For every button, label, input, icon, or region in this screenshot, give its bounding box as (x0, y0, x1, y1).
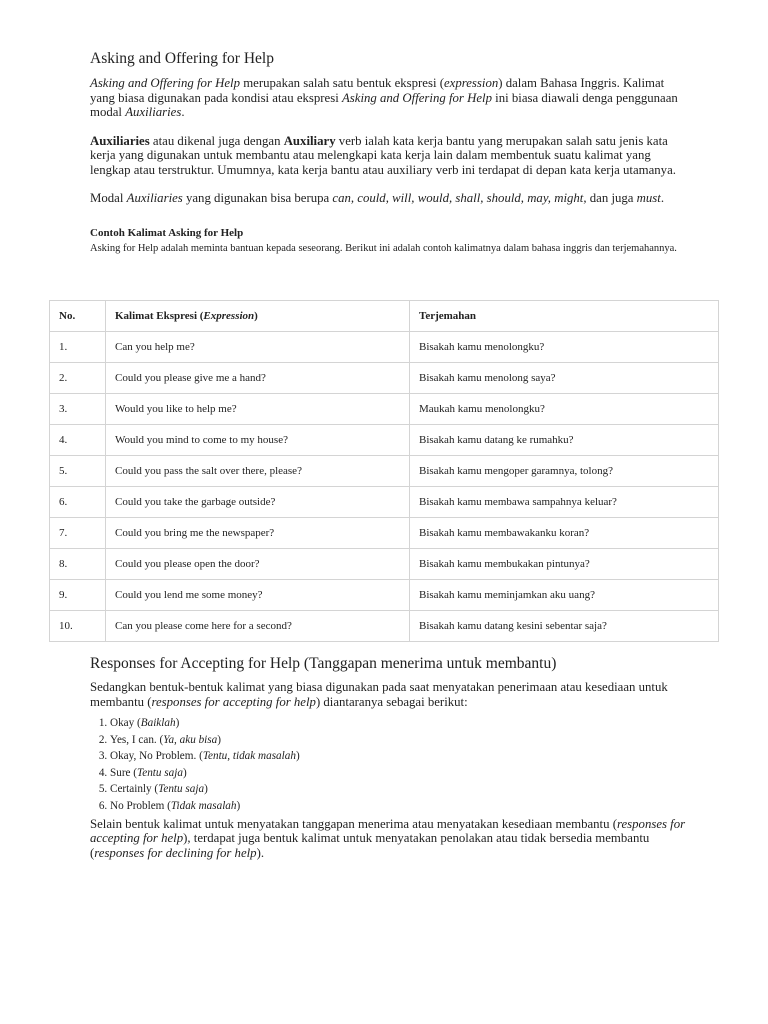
cell-translation: Bisakah kamu datang kesini sebentar saja? (410, 611, 719, 642)
item-text: Okay, No Problem. ( (110, 750, 203, 763)
cell-expression: Could you bring me the newspaper? (106, 518, 410, 549)
cell-no: 10. (50, 611, 106, 642)
examples-table (49, 300, 719, 642)
cell-no: 6. (50, 487, 106, 518)
modal-text-1: Modal (90, 191, 127, 205)
item-close: ) (182, 766, 187, 779)
item-italic: Baiklah (140, 717, 176, 729)
table-row (50, 425, 719, 456)
item-text: Sure ( (110, 766, 138, 779)
cell-expression: Could you lend me some money? (106, 580, 410, 611)
item-text: Certainly ( (110, 783, 159, 796)
cell-translation: Bisakah kamu meminjamkan aku uang? (410, 580, 719, 611)
item-text: Okay ( (110, 717, 141, 729)
cell-expression: Could you please open the door? (106, 549, 410, 580)
list-item (110, 798, 690, 815)
item-italic: Tentu saja (158, 783, 205, 796)
s2-text-2: ) diantaranya sebagai berikut: (315, 694, 468, 709)
table-row (50, 611, 719, 642)
s2-italic-1: responses for accepting for help (151, 694, 316, 709)
item-close: ) (295, 750, 300, 763)
modal-paragraph (90, 191, 690, 206)
closing-text-3: ). (256, 845, 265, 860)
auxiliaries-paragraph (90, 134, 690, 178)
intro-paragraph (90, 76, 690, 120)
cell-translation: Bisakah kamu mengoper garamnya, tolong? (410, 456, 719, 487)
aux-text-1: atau dikenal juga dengan (149, 133, 284, 148)
document-page (90, 48, 690, 261)
aux-bold-2: Auxiliary (283, 133, 336, 148)
item-italic: Tidak masalah (170, 799, 237, 812)
closing-paragraph (90, 817, 690, 861)
cell-no: 9. (50, 580, 106, 611)
table-row (50, 363, 719, 394)
intro-italic-3: expression (443, 76, 499, 90)
header-exp-post: ) (254, 310, 258, 322)
example-description: Asking for Help adalah meminta bantuan kepada seseorang. Berikut ini adalah contoh kalimatnya dalam bahasa inggris dan terjemahannya. (90, 242, 677, 254)
cell-no: 2. (50, 363, 106, 394)
closing-italic-2: responses for declining for help (94, 845, 257, 860)
cell-no: 8. (50, 549, 106, 580)
table-row (50, 332, 719, 363)
intro-italic-5: Asking and Offering for Help (341, 90, 492, 105)
intro-text-6: ini biasa diawali denga penggunaan modal (90, 90, 678, 119)
item-close: ) (236, 799, 241, 812)
intro-italic-1: Asking and Offering for Help (90, 76, 240, 90)
page-title: Asking and Offering for Help (90, 50, 274, 67)
item-italic: Tentu saja (137, 766, 183, 779)
item-close: ) (204, 783, 208, 796)
cell-expression: Could you take the garbage outside? (106, 487, 410, 518)
item-italic: Tentu, tidak masalah (202, 750, 296, 763)
table-row (50, 487, 719, 518)
cell-expression: Could you please give me a hand? (106, 363, 410, 394)
modal-text-4: . (660, 191, 665, 205)
table-row (50, 549, 719, 580)
list-item (110, 748, 690, 765)
modal-text-3: dan juga (586, 191, 637, 205)
modal-italic-3: must (636, 191, 661, 205)
header-exp-italic: Expression (203, 310, 255, 322)
cell-no: 1. (50, 332, 106, 363)
s2-text-1: Sedangkan bentuk-bentuk kalimat yang biasa digunakan pada saat menyatakan penerimaan atau kesediaan untuk membantu ( (90, 680, 668, 709)
example-heading: Contoh Kalimat Asking for Help (90, 226, 244, 239)
intro-text-8: . (181, 105, 185, 119)
intro-text-2: merupakan salah satu bentuk ekspresi ( (240, 76, 444, 90)
table-header-row (50, 301, 719, 332)
closing-text-2: ), terdapat juga bentuk kalimat untuk menyatakan penolakan atau tidak bersedia membantu ( (90, 831, 650, 860)
modal-italic-1: Auxiliaries (126, 191, 183, 205)
header-expression (106, 301, 410, 332)
item-text: No Problem ( (110, 799, 171, 812)
cell-translation: Bisakah kamu membawakanku koran? (410, 518, 719, 549)
cell-expression: Could you pass the salt over there, please? (106, 456, 410, 487)
cell-no: 3. (50, 394, 106, 425)
table-row (50, 456, 719, 487)
table-row (50, 580, 719, 611)
header-no: No. (50, 301, 106, 332)
cell-expression: Would you mind to come to my house? (106, 425, 410, 456)
cell-no: 4. (50, 425, 106, 456)
item-close: ) (175, 717, 180, 729)
header-translation: Terjemahan (410, 301, 719, 332)
section2-body (90, 680, 690, 860)
table-row (50, 394, 719, 425)
section2-paragraph (90, 680, 690, 709)
cell-translation: Bisakah kamu menolongku? (410, 332, 719, 363)
list-item (110, 781, 690, 798)
cell-no: 5. (50, 456, 106, 487)
cell-expression: Can you please come here for a second? (106, 611, 410, 642)
cell-translation: Bisakah kamu membawa sampahnya keluar? (410, 487, 719, 518)
intro-text-4: ) dalam Bahasa Inggris. Kalimat yang biasa digunakan pada kondisi atau ekspresi (90, 76, 665, 105)
cell-translation: Bisakah kamu datang ke rumahku? (410, 425, 719, 456)
cell-no: 7. (50, 518, 106, 549)
table-row (50, 518, 719, 549)
cell-expression: Would you like to help me? (106, 394, 410, 425)
closing-italic-1: responses for accepting for help (90, 816, 686, 846)
list-item (110, 765, 690, 782)
cell-translation: Bisakah kamu membukakan pintunya? (410, 549, 719, 580)
cell-translation: Maukah kamu menolongku? (410, 394, 719, 425)
intro-italic-7: Auxiliaries (125, 105, 182, 119)
aux-bold-1: Auxiliaries (90, 133, 150, 148)
modal-text-2: yang digunakan bisa berupa (182, 191, 333, 205)
item-italic: Ya, aku bisa (163, 733, 218, 746)
item-close: ) (217, 733, 221, 746)
responses-list (90, 715, 690, 815)
cell-expression: Can you help me? (106, 332, 410, 363)
cell-translation: Bisakah kamu menolong saya? (410, 363, 719, 394)
header-exp-pre: Kalimat Ekspresi ( (115, 310, 204, 322)
aux-text-2: verb ialah kata kerja bantu yang merupakan salah satu jenis kata kerja yang digunakan untuk membantu atau melengkapi kata kerja lain dalam membentuk suatu kalimat yang lengkap atau terstruktur. Umumnya, kata kerja bantu atau auxiliary verb ini terdapat di depan kata kerja utamanya. (90, 133, 676, 177)
modal-italic-2: can, could, will, would, shall, should, may, might, (332, 191, 587, 205)
list-item (110, 732, 690, 749)
section2-title: Responses for Accepting for Help (Tanggapan menerima untuk membantu) (90, 655, 557, 672)
list-item (110, 715, 690, 732)
closing-text-1: Selain bentuk kalimat untuk menyatakan tanggapan menerima atau menyatakan kesediaan membantu ( (90, 816, 617, 831)
item-text: Yes, I can. ( (110, 733, 164, 746)
